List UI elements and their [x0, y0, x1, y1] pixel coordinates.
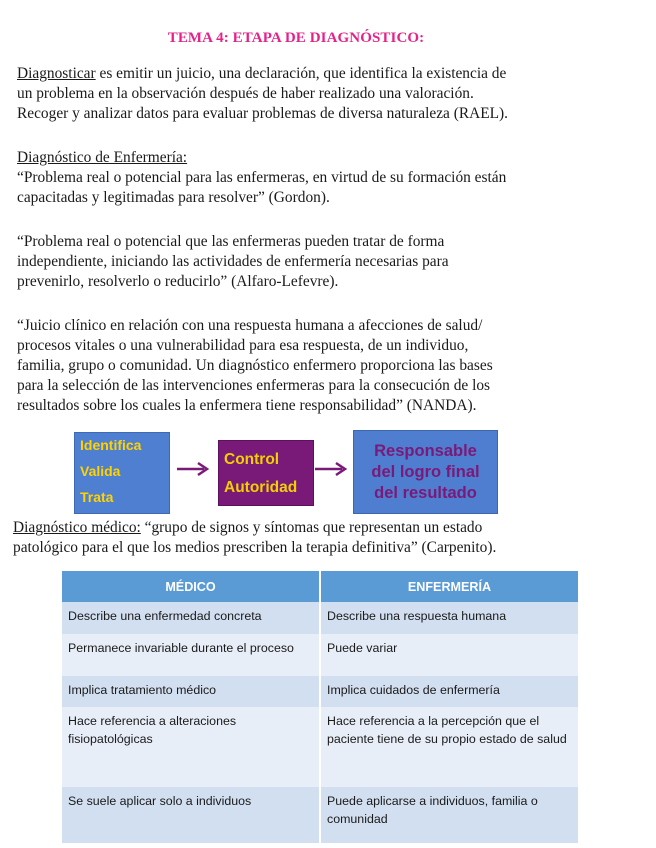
- table-cell: Puede aplicarse a individuos, familia o comunidad: [320, 787, 578, 843]
- intro-line: [17, 64, 629, 84]
- gordon-line: capacitadas y legitimadas para resolver” (Gordon).: [17, 189, 330, 206]
- table-cell: Implica tratamiento médico: [62, 676, 320, 707]
- table-row: [62, 787, 578, 843]
- responsable-box: [353, 430, 498, 514]
- page-title: TEMA 4: ETAPA DE DIAGNÓSTICO:: [167, 30, 425, 46]
- header-medico: MÉDICO: [62, 571, 320, 602]
- medical-line: [13, 518, 625, 538]
- table-cell: Se suele aplicar solo a individuos: [62, 787, 320, 843]
- box3-label: del logro final: [371, 462, 480, 481]
- intro-line: Recoger y analizar datos para evaluar problemas de diversa naturaleza (RAEL).: [17, 105, 508, 122]
- table-cell: Describe una enfermedad concreta: [62, 602, 320, 634]
- alfaro-line: independiente, iniciando las actividades de enfermería necesarias para: [17, 253, 449, 270]
- table-row: [62, 676, 578, 707]
- header-enfermeria: ENFERMERÍA: [320, 571, 578, 602]
- term-diagnosticar: Diagnosticar: [17, 65, 96, 82]
- nanda-definition: [17, 316, 629, 416]
- intro-paragraph: [17, 64, 629, 124]
- nanda-line: resultados sobre los cuales la enfermera tiene responsabilidad” (NANDA).: [17, 397, 477, 414]
- arrow-right-icon: [176, 460, 212, 478]
- comparison-table: [62, 571, 578, 843]
- arrow-right-icon: [314, 460, 350, 478]
- intro-line: un problema en la observación después de haber realizado una valoración.: [17, 85, 474, 102]
- medical-line: patológico para el que los medios prescriben la terapia definitiva” (Carpenito).: [13, 539, 497, 556]
- table-row: [62, 602, 578, 634]
- alfaro-line: prevenirlo, resolverlo o reducirlo” (Alfaro-Lefevre).: [17, 273, 339, 290]
- alfaro-definition: [17, 232, 629, 292]
- nanda-line: “Juicio clínico en relación con una respuesta humana a afecciones de salud/: [17, 317, 483, 334]
- box1-label: Identifica: [80, 437, 142, 453]
- alfaro-line: “Problema real o potencial que las enfermeras pueden tratar de forma: [17, 233, 445, 250]
- nursing-dx-section: [17, 148, 629, 208]
- nursing-dx-heading: Diagnóstico de Enfermería:: [17, 149, 188, 166]
- medical-line-text: “grupo de signos y síntomas que representan un estado: [140, 519, 483, 536]
- table-cell: Hace referencia a la percepción que el paciente tiene de su propio estado de salud: [320, 707, 578, 787]
- box2-label: Autoridad: [224, 479, 298, 496]
- nanda-line: para la selección de las intervenciones enfermeras para la consecución de los: [17, 377, 491, 394]
- identifica-box: [74, 432, 170, 514]
- box3-label: del resultado: [374, 483, 477, 502]
- intro-line-text: es emitir un juicio, una declaración, que identifica la existencia de: [95, 65, 507, 82]
- medical-dx-paragraph: [13, 518, 625, 558]
- table-row: [62, 707, 578, 787]
- box1-label: Trata: [80, 489, 114, 505]
- box1-label: Valida: [80, 463, 121, 479]
- medical-dx-heading: Diagnóstico médico:: [13, 519, 141, 536]
- table-cell: Permanece invariable durante el proceso: [62, 634, 320, 676]
- table-cell: Implica cuidados de enfermería: [320, 676, 578, 707]
- table-row: [62, 634, 578, 676]
- gordon-line: “Problema real o potencial para las enfermeras, en virtud de su formación están: [17, 169, 507, 186]
- diagnosis-flow-diagram: [0, 428, 656, 516]
- table-cell: Puede variar: [320, 634, 578, 676]
- table-cell: Hace referencia a alteraciones fisiopatológicas: [62, 707, 320, 787]
- table-header-row: [62, 571, 578, 602]
- table-cell: Describe una respuesta humana: [320, 602, 578, 634]
- nanda-line: familia, grupo o comunidad. Un diagnóstico enfermero proporciona las bases: [17, 357, 493, 374]
- box2-label: Control: [224, 451, 280, 468]
- box3-label: Responsable: [374, 441, 477, 460]
- nanda-line: procesos vitales o una vulnerabilidad para esa respuesta, de un individuo,: [17, 337, 469, 354]
- control-box: [218, 440, 314, 506]
